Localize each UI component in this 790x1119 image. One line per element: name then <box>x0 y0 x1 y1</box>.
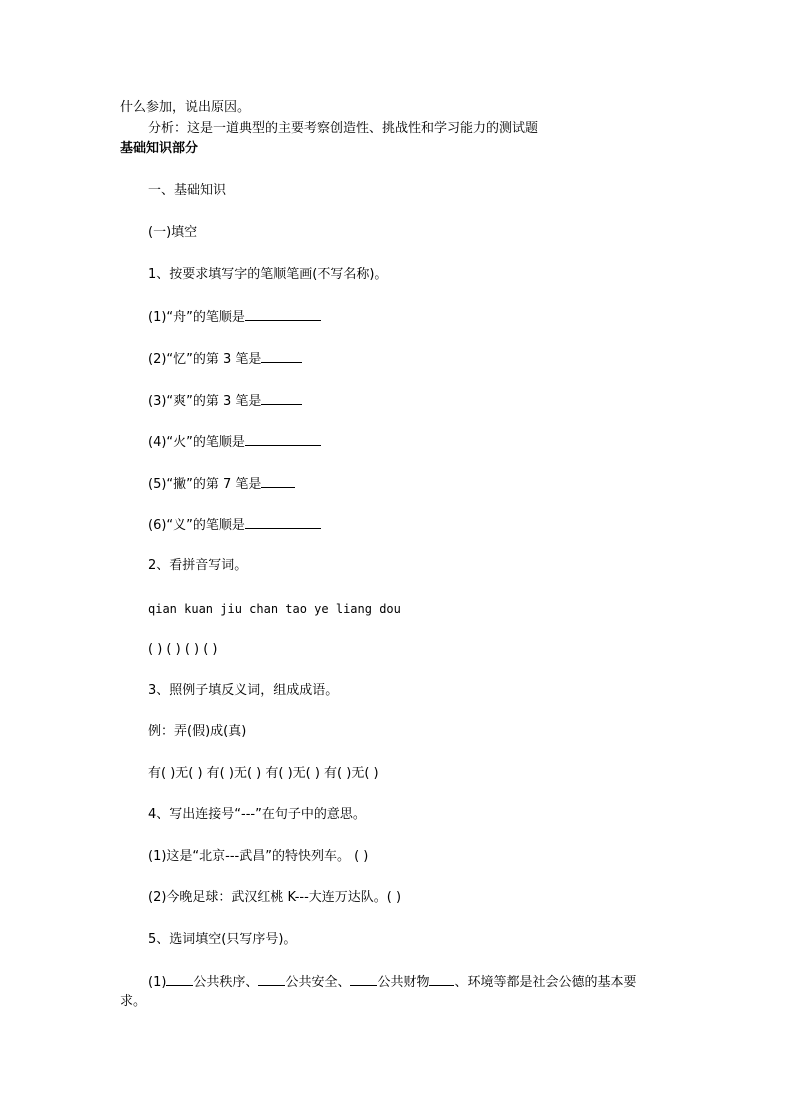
question-1-item-3 <box>148 391 302 411</box>
item-text: (3)“爽”的第 3 笔是 <box>148 394 262 409</box>
question-2-pinyin: qian kuan jiu chan tao ye liang dou <box>148 602 401 616</box>
question-1-item-6 <box>148 515 321 535</box>
question-1-item-1 <box>148 307 321 327</box>
question-1-item-5 <box>148 474 295 494</box>
question-4-item-1[interactable]: (1)这是“北京---武昌”的特快列车。 ( ) <box>148 849 369 864</box>
answer-blank[interactable] <box>245 515 321 529</box>
answer-blank[interactable] <box>261 391 302 405</box>
item-text: 公共财物 <box>377 975 430 990</box>
item-text: (4)“火”的笔顺是 <box>148 435 245 450</box>
answer-blank[interactable] <box>245 307 321 321</box>
item-text: 、环境等都是社会公德的基本要 <box>454 975 637 990</box>
question-4-title: 4、写出连接号“---”在句子中的意思。 <box>148 807 366 822</box>
part-subtitle: (一)填空 <box>148 225 198 240</box>
section-heading: 基础知识部分 <box>120 141 199 156</box>
part-title: 一、基础知识 <box>148 183 227 198</box>
answer-blank[interactable] <box>166 972 193 986</box>
answer-blank[interactable] <box>261 474 295 488</box>
answer-blank[interactable] <box>261 349 302 363</box>
question-5-item-1-continuation: 求。 <box>120 994 147 1009</box>
item-text: (1)“舟”的笔顺是 <box>148 310 245 325</box>
intro-line-1: 什么参加，说出原因。 <box>120 100 251 115</box>
item-text: (5)“撇”的第 7 笔是 <box>148 477 262 492</box>
question-3-title: 3、照例子填反义词，组成成语。 <box>148 683 339 698</box>
answer-blank[interactable] <box>258 972 285 986</box>
question-1-item-4 <box>148 432 321 452</box>
question-5-item-1 <box>148 972 636 992</box>
item-text: 公共安全、 <box>285 975 351 990</box>
answer-blank[interactable] <box>350 972 377 986</box>
answer-blank[interactable] <box>429 972 454 986</box>
question-3-blanks[interactable]: 有( )无( ) 有( )无( ) 有( )无( ) 有( )无( ) <box>148 766 379 781</box>
question-3-example: 例：弄(假)成(真) <box>148 724 247 739</box>
question-4-item-2[interactable]: (2)今晚足球：武汉红桃 K---大连万达队。( ) <box>148 890 402 905</box>
question-2-answers[interactable]: ( ) ( ) ( ) ( ) <box>148 642 218 657</box>
item-text: 公共秩序、 <box>193 975 259 990</box>
question-1-item-2 <box>148 349 302 369</box>
item-text: (2)“忆”的第 3 笔是 <box>148 352 262 367</box>
item-text: (6)“义”的笔顺是 <box>148 518 245 533</box>
item-number: (1) <box>148 975 167 990</box>
intro-analysis: 分析：这是一道典型的主要考察创造性、挑战性和学习能力的测试题 <box>148 121 539 136</box>
question-1-title: 1、按要求填写字的笔顺笔画(不写名称)。 <box>148 267 388 282</box>
question-2-title: 2、看拼音写词。 <box>148 558 248 573</box>
answer-blank[interactable] <box>245 432 321 446</box>
question-5-title: 5、选词填空(只写序号)。 <box>148 932 297 947</box>
